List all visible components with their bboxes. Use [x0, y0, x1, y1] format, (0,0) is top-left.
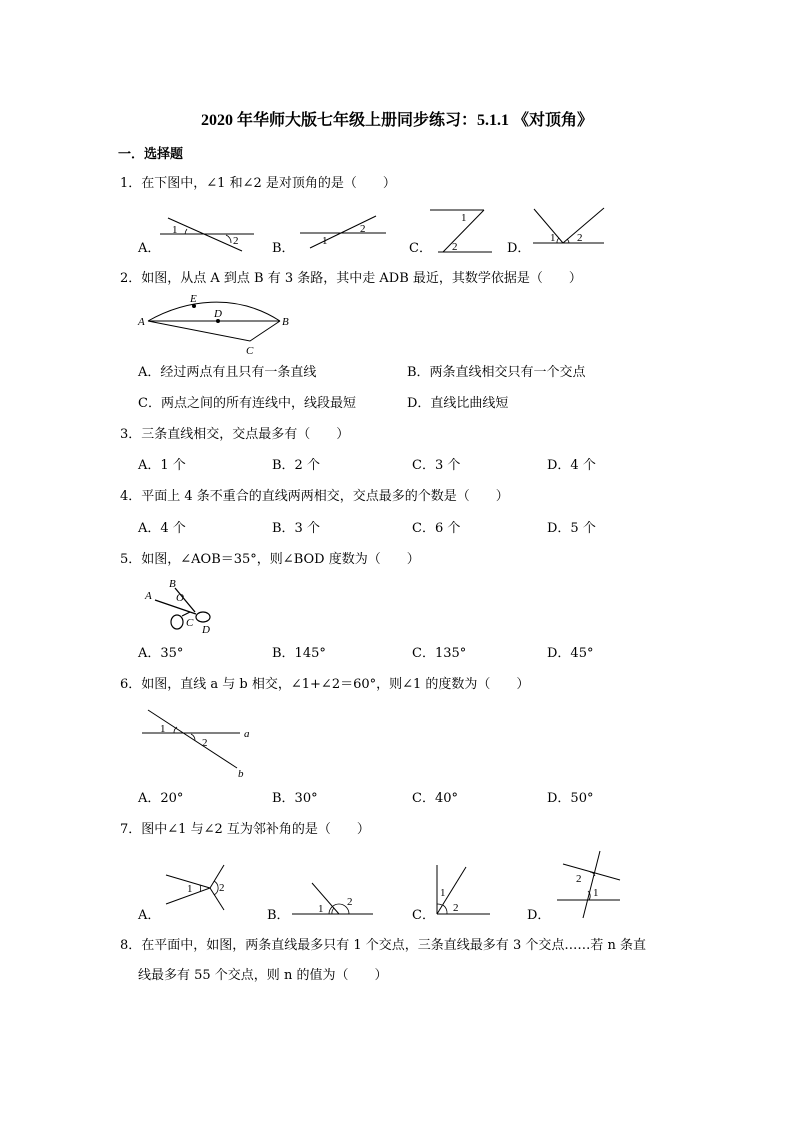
q1-option-b: B． [272, 241, 295, 256]
q1-option-d: D． [507, 241, 531, 256]
q1c-label-2: 2 [452, 241, 458, 253]
question-6-stem: 6．如图，直线 a 与 b 相交，∠1+∠2＝60°，则∠1 的度数为（ ） [120, 677, 530, 692]
question-1-stem: 1．在下图中，∠1 和∠2 是对顶角的是（ ） [120, 176, 396, 191]
page-title: 2020 年华师大版七年级上册同步练习：5.1.1 《对顶角》 [200, 112, 593, 129]
q2-option-b: B．两条直线相交只有一个交点 [407, 365, 586, 380]
q2-point-d: D [214, 308, 222, 320]
q5-point-o: O [176, 592, 184, 604]
q7-option-b: B． [267, 908, 290, 923]
q6-label-1: 1 [160, 723, 166, 735]
q7-figure-b [292, 883, 373, 915]
q5-option-b: B．145° [272, 646, 326, 661]
q5-point-a: A [145, 590, 152, 602]
q6-option-c: C．40° [412, 791, 458, 806]
q1a-label-2: 2 [233, 235, 239, 247]
q1-option-c: C． [409, 241, 432, 256]
q1d-label-2: 2 [577, 232, 583, 244]
q7-figure-d [557, 851, 620, 918]
q1-figure-a [160, 218, 254, 251]
q5-option-c: C．135° [412, 646, 467, 661]
q5-point-c: C [186, 617, 194, 629]
q2-point-a: A [138, 316, 145, 328]
q3-option-a: A．1 个 [138, 458, 186, 473]
q7-option-c: C． [412, 908, 435, 923]
q6-option-d: D．50° [547, 791, 594, 806]
q5-option-a: A．35° [138, 646, 184, 661]
q5-point-d: D [202, 624, 210, 636]
q1c-label-1: 1 [461, 212, 467, 224]
q7c-label-1: 1 [440, 887, 446, 899]
q6-label-2: 2 [202, 737, 208, 749]
question-8-stem-line-2: 线最多有 55 个交点，则 n 的值为（ ） [138, 968, 388, 983]
q6-option-b: B．30° [272, 791, 318, 806]
q2-option-c: C．两点之间的所有连线中，线段最短 [138, 396, 356, 411]
q1-figure-c [430, 210, 492, 253]
q6-figure [142, 710, 250, 780]
q1d-label-1: 1 [550, 232, 556, 244]
question-7-stem: 7．图中∠1 与∠2 互为邻补角的是（ ） [120, 822, 370, 837]
q7-option-d: D． [527, 908, 551, 923]
q2-point-c: C [246, 345, 254, 357]
q7a-label-2: 2 [219, 882, 225, 894]
q1a-label-1: 1 [172, 224, 178, 236]
q2-point-b: B [282, 316, 289, 328]
q7-figure-c [437, 865, 490, 914]
q4-option-a: A．4 个 [138, 521, 186, 536]
q6-label-b: b [238, 768, 244, 780]
question-4-stem: 4．平面上 4 条不重合的直线两两相交，交点最多的个数是（ ） [120, 489, 509, 504]
q1-option-a: A． [138, 241, 161, 256]
q1-figure-d [533, 208, 604, 244]
q4-option-b: B．3 个 [272, 521, 320, 536]
q3-option-c: C．3 个 [412, 458, 461, 473]
q3-option-b: B．2 个 [272, 458, 320, 473]
q5-point-b: B [169, 578, 176, 590]
q4-option-c: C．6 个 [412, 521, 461, 536]
q7b-label-1: 1 [318, 903, 324, 915]
q7b-label-2: 2 [347, 896, 353, 908]
question-2-stem: 2．如图，从点 A 到点 B 有 3 条路，其中走 ADB 最近，其数学依据是（ ） [120, 271, 582, 286]
question-3-stem: 3．三条直线相交，交点最多有（ ） [120, 427, 350, 442]
q6-label-a: a [244, 728, 250, 740]
q6-option-a: A．20° [138, 791, 184, 806]
q4-option-d: D．5 个 [547, 521, 596, 536]
q2-figure [137, 293, 289, 357]
q7d-label-1: 1 [593, 887, 599, 899]
q3-option-d: D．4 个 [547, 458, 596, 473]
q5-option-d: D．45° [547, 646, 594, 661]
q2-option-a: A．经过两点有且只有一条直线 [138, 365, 317, 380]
question-5-stem: 5．如图，∠AOB＝35°，则∠BOD 度数为（ ） [120, 552, 420, 567]
q1b-label-1: 1 [322, 235, 328, 247]
q5-scissors-figure [144, 578, 210, 636]
q2-option-d: D．直线比曲线短 [407, 396, 509, 411]
q1b-label-2: 2 [360, 223, 366, 235]
q7-figure-a [166, 865, 225, 910]
question-8-stem-line-1: 8．在平面中，如图，两条直线最多只有 1 个交点，三条直线最多有 3 个交点……若 n 条直 [120, 938, 646, 953]
section-heading: 一．选择题 [118, 147, 184, 162]
q2-point-e: E [190, 293, 197, 305]
q7d-label-2: 2 [576, 873, 582, 885]
q7c-label-2: 2 [453, 902, 459, 914]
q7a-label-1: 1 [187, 883, 193, 895]
q1-figure-b [300, 216, 386, 248]
q7-option-a: A． [138, 908, 161, 923]
